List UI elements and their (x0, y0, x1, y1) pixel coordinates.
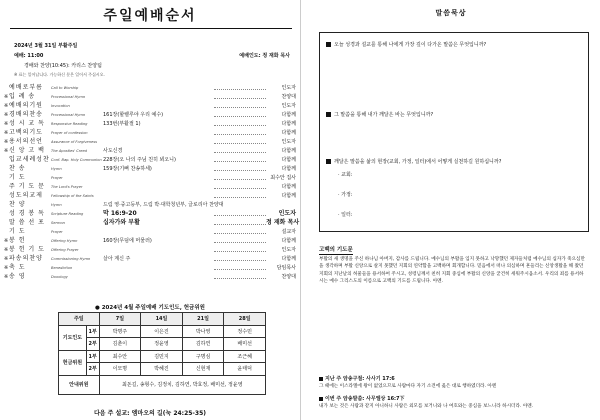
schedule-header: 21일 (182, 313, 224, 326)
prayer-title: 고백의 기도문 (319, 247, 353, 253)
question-box (319, 32, 589, 232)
order-person: 다함께 (281, 121, 296, 127)
order-label: 말 씀 선 포 (9, 219, 45, 226)
schedule-cell: 조근혜 (224, 350, 266, 363)
order-english: Hymn (51, 203, 62, 207)
order-person: 찬양대 (281, 94, 296, 100)
schedule-cell: 박명주 (99, 325, 141, 338)
order-english: Call to Worship (51, 86, 79, 90)
schedule-group: 기도인도 (59, 325, 87, 350)
order-detail: 160장(무덤에 머물러) (103, 238, 152, 244)
meditation-title: 말씀묵상 (435, 9, 467, 17)
order-item (4, 173, 296, 182)
order-person: 인도자 (281, 247, 296, 253)
order-person: 다함께 (281, 238, 296, 244)
schedule-cell: 박나영 (182, 325, 224, 338)
leader-dots (214, 107, 266, 108)
order-item (4, 155, 296, 164)
schedule-cell: 이은진 (141, 325, 183, 338)
order-item (4, 83, 296, 92)
standing-mark: ※ (4, 103, 9, 109)
next-sermon: 다음 주 설교: 엠마오의 길(눅 24:25-35) (93, 410, 207, 417)
schedule-header: 28일 (224, 313, 266, 326)
order-list (4, 83, 300, 281)
square-bullet-icon (326, 159, 331, 164)
order-detail: 161장(할렐루야 우리 예수) (103, 112, 164, 118)
leader-dots (214, 161, 266, 162)
standing-mark: ※ (4, 256, 9, 262)
order-label: 송 영 (9, 273, 26, 280)
order-detail: 드림 영·중고등부, 드림 박·대학청년부, 글로리아 찬양대 (103, 202, 224, 208)
standing-mark: ※ (4, 238, 9, 244)
leader-dots (214, 215, 266, 216)
order-label: 찬 송 (9, 165, 26, 172)
leader-dots (214, 278, 266, 279)
answer-church: · 교회: (338, 172, 353, 178)
order-english: The Apostles' Creed (51, 149, 87, 153)
order-english: Processional Hymn (51, 95, 86, 99)
this-week-verse: 이번 주 암송말씀: 사무엘상 16:7下 내가 보는 것은 사람과 같지 아니하니 사람은 외모를 보거니와 나 여호와는 중심을 보느니라 하시더라. 아멘. (319, 396, 534, 410)
leader-dots (214, 89, 266, 90)
order-english: Doxology (51, 275, 68, 279)
leader-dots (214, 188, 266, 189)
schedule-cell: 최수안 (99, 350, 141, 363)
order-person: 다함께 (281, 130, 296, 136)
order-person: 다함께 (281, 157, 296, 163)
order-detail: 살아 계신 주 (103, 256, 131, 262)
schedule-group: 헌금위원 (59, 350, 87, 375)
square-bullet-icon (319, 397, 323, 401)
schedule-cell: 박혜진 (141, 363, 183, 376)
order-person: 담임목사 (276, 265, 296, 271)
schedule-cell: 구명심 (182, 350, 224, 363)
order-english: Offering Prayer (51, 248, 79, 252)
order-detail: 십자가와 부활 (103, 219, 140, 226)
order-person: 인도자 (281, 103, 296, 109)
order-english: Fellowship of the Saints (51, 194, 94, 198)
schedule-title: ● 2024년 4월 주일예배 기도인도, 헌금위원 (95, 305, 205, 311)
order-english: Responsive Reading (51, 122, 88, 126)
schedule-sub: 2부 (86, 363, 99, 376)
standing-mark: ※ (4, 130, 9, 136)
table-row (59, 363, 266, 376)
order-item (4, 254, 296, 263)
order-detail: 159장(기뻐 찬송하세) (103, 166, 152, 172)
order-item (4, 272, 296, 281)
guide-label: 안내위원 (59, 375, 100, 394)
order-label: 고백의기도 (9, 129, 43, 136)
order-english: Assurance of Forgiveness (51, 140, 97, 144)
order-person: 인도자 (278, 210, 296, 217)
schedule-sub: 2부 (86, 338, 99, 351)
question-2: 그 말씀을 통해 내가 깨달은 바는 무엇입니까? (326, 111, 433, 118)
answer-home: · 가정: (338, 192, 353, 198)
standing-mark: ※ (4, 247, 9, 253)
order-english: Offering Hymn (51, 239, 78, 243)
schedule-cell: 신현재 (182, 363, 224, 376)
table-row (59, 338, 266, 351)
question-1: 오늘 성경과 설교를 통해 나에게 가장 깊이 다가온 말씀은 무엇입니까? (326, 41, 486, 48)
square-bullet-icon (319, 377, 323, 381)
order-label: 기 도 (9, 174, 26, 181)
standing-note: ※ 표는 일어납니다. 가능하신 분은 일어서 주십시오. (14, 72, 105, 77)
order-detail: 막 16:9-20 (103, 210, 137, 217)
standing-mark: ※ (4, 112, 9, 118)
order-item (4, 227, 296, 236)
order-english: Benediction (51, 266, 73, 270)
order-label: 봉 헌 (9, 237, 26, 244)
order-item (4, 137, 296, 146)
order-label: 봉 헌 기 도 (9, 246, 45, 253)
schedule-sub: 1부 (86, 325, 99, 338)
order-person: 다함께 (281, 184, 296, 190)
schedule-header: 주일 (59, 313, 100, 326)
order-item (4, 101, 296, 110)
leader-dots (214, 233, 266, 234)
leader-dots (214, 98, 266, 99)
order-label: 입 례 송 (9, 93, 36, 100)
order-label: 축 도 (9, 264, 26, 271)
leader-dots (214, 152, 266, 153)
table-row (59, 325, 266, 338)
order-label: 성 시 교 독 (9, 120, 45, 127)
order-english: Scripture Reading (51, 212, 84, 216)
order-english: Prayer of confession (51, 131, 88, 135)
worship-leader: 예배인도: 정 재화 목사 (239, 53, 290, 59)
leader-dots (214, 143, 266, 144)
schedule-sub: 1부 (86, 350, 99, 363)
order-item (4, 128, 296, 137)
order-english: Prayer (51, 176, 63, 180)
order-english: Processional Hymn (51, 113, 86, 117)
leader-dots (214, 134, 266, 135)
leader-dots (214, 116, 266, 117)
standing-mark: ※ (4, 274, 9, 280)
order-label: 경배의찬송 (9, 111, 43, 118)
leader-dots (214, 170, 266, 171)
leader-dots (214, 260, 266, 261)
order-label: 성 경 봉 독 (9, 210, 45, 217)
schedule-cell: 정윤영 (141, 338, 183, 351)
order-person: 인도자 (281, 85, 296, 91)
schedule-header: 7일 (99, 313, 141, 326)
schedule-cell: 이모명 (99, 363, 141, 376)
guide-names: 최돈길, 송형수, 김정치, 김하연, 박효정, 배미선, 정윤영 (99, 375, 265, 394)
last-week-verse: 지난 주 암송구절: 사사기 17:6 그 때에는 이스라엘에 왕이 없었으므로 사람마다 자기 소견에 옳은 대로 행하였더라. 아멘 (319, 376, 497, 390)
square-bullet-icon (326, 112, 331, 117)
schedule-cell: 배미선 (224, 338, 266, 351)
order-english: Commissioning Hymn (51, 257, 91, 261)
order-item (4, 110, 296, 119)
order-detail: 228장(오 나의 주님 친히 뵈오니) (103, 157, 176, 163)
schedule-table (58, 312, 266, 395)
order-detail: 133번(부활절 1) (103, 121, 141, 127)
page-title: 주일예배순서 (103, 8, 197, 24)
order-label: 주 기 도 문 (9, 183, 45, 190)
order-person: 찬양대 (281, 274, 296, 280)
prayer-text: 부활의 새 생명을 주신 하나님 아버지, 감사를 드립니다. 예수님의 부활을 입지 못하고 낙망했던 제자들처럼 예수님의 십자가 죽으심만을 생각하며 부활 신앙으로 살지 못했던 지회의 연약함을 고백하며 회개합니다. 믿음에서 떠나 의심하며 흔들리는 신앙생활을 해 왔던 지회의 지난날의 허물들을 용서하여 주시고, 성령님께서 친히 지회 중심에 부활의 신앙을 굳건히 세워주시옵소서. 우리의 죄를 용서하시는 예수 그리스도의 이름으로 고백의 기도를 드립니다. 아멘. (319, 257, 585, 284)
leader-dots (214, 179, 266, 180)
meditation-page (300, 0, 600, 420)
order-english: Sermon (51, 221, 65, 225)
order-item (4, 164, 296, 173)
table-row (59, 350, 266, 363)
order-label: 예배로부름 (9, 84, 43, 91)
leader-dots (214, 197, 266, 198)
standing-mark: ※ (4, 121, 9, 127)
leader-dots (214, 224, 266, 225)
schedule-cell: 김춘이 (99, 338, 141, 351)
order-person: 인도자 (281, 139, 296, 145)
leader-dots (214, 269, 266, 270)
title-divider (10, 28, 292, 29)
order-person: 설교자 (281, 229, 296, 235)
order-item (4, 182, 296, 191)
order-english: Conf. Bap. Holy Communion (51, 158, 102, 162)
order-person: 다함께 (281, 256, 296, 262)
order-item (4, 263, 296, 272)
standing-mark: ※ (4, 94, 9, 100)
order-item (4, 245, 296, 254)
order-label: 기 도 (9, 228, 26, 235)
standing-mark: ※ (4, 139, 9, 145)
schedule-header: 14일 (141, 313, 183, 326)
order-item (4, 236, 296, 245)
order-person: 다함께 (281, 193, 296, 199)
order-label: 찬 양 (9, 201, 26, 208)
order-english: Prayer (51, 230, 63, 234)
schedule-cell: 김하연 (182, 338, 224, 351)
order-item (4, 218, 300, 227)
order-english: Hymn (51, 167, 62, 171)
order-person: 최수안 집사 (270, 175, 296, 181)
order-english: The Lord's Prayer (51, 185, 83, 189)
order-label: 성도의교제 (9, 192, 43, 199)
order-item (4, 200, 296, 209)
order-english: Invocation (51, 104, 70, 108)
leader-dots (214, 125, 266, 126)
standing-mark: ※ (4, 265, 9, 271)
order-label: 신 앙 고 백 (9, 147, 45, 154)
order-person: 다함께 (281, 148, 296, 154)
question-3: 깨달은 말씀을 삶의 현장(교회, 가정, 일터)에서 어떻게 실천하길 원하십니까? (326, 158, 501, 165)
order-label: 파송의찬양 (9, 255, 43, 262)
leader-dots (214, 242, 266, 243)
service-date: 2024년 3월 31일 부활주일 (14, 43, 78, 49)
standing-mark: ※ (4, 148, 9, 154)
prelude-praise: 경배와 찬양(10:45): 카리스 찬양팀 (24, 63, 102, 69)
order-detail: 사도신경 (103, 148, 123, 154)
order-person: 다함께 (281, 112, 296, 118)
order-item (4, 146, 296, 155)
schedule-cell: 김민지 (141, 350, 183, 363)
order-label: 예배의기원 (9, 102, 43, 109)
order-item (4, 119, 296, 128)
answer-work: · 일터: (338, 212, 353, 218)
schedule-cell: 윤태덕 (224, 363, 266, 376)
square-bullet-icon (326, 42, 331, 47)
order-item (4, 209, 296, 218)
order-item (4, 92, 296, 101)
order-person: 다함께 (281, 166, 296, 172)
order-label: 입교세례성찬 (9, 156, 50, 163)
order-label: 용서의선언 (9, 138, 43, 145)
worship-time: 예배: 11:00 (14, 53, 44, 59)
schedule-cell: 정수민 (224, 325, 266, 338)
order-person: 정 재화 목사 (266, 219, 300, 226)
leader-dots (214, 251, 266, 252)
order-item (4, 191, 296, 200)
